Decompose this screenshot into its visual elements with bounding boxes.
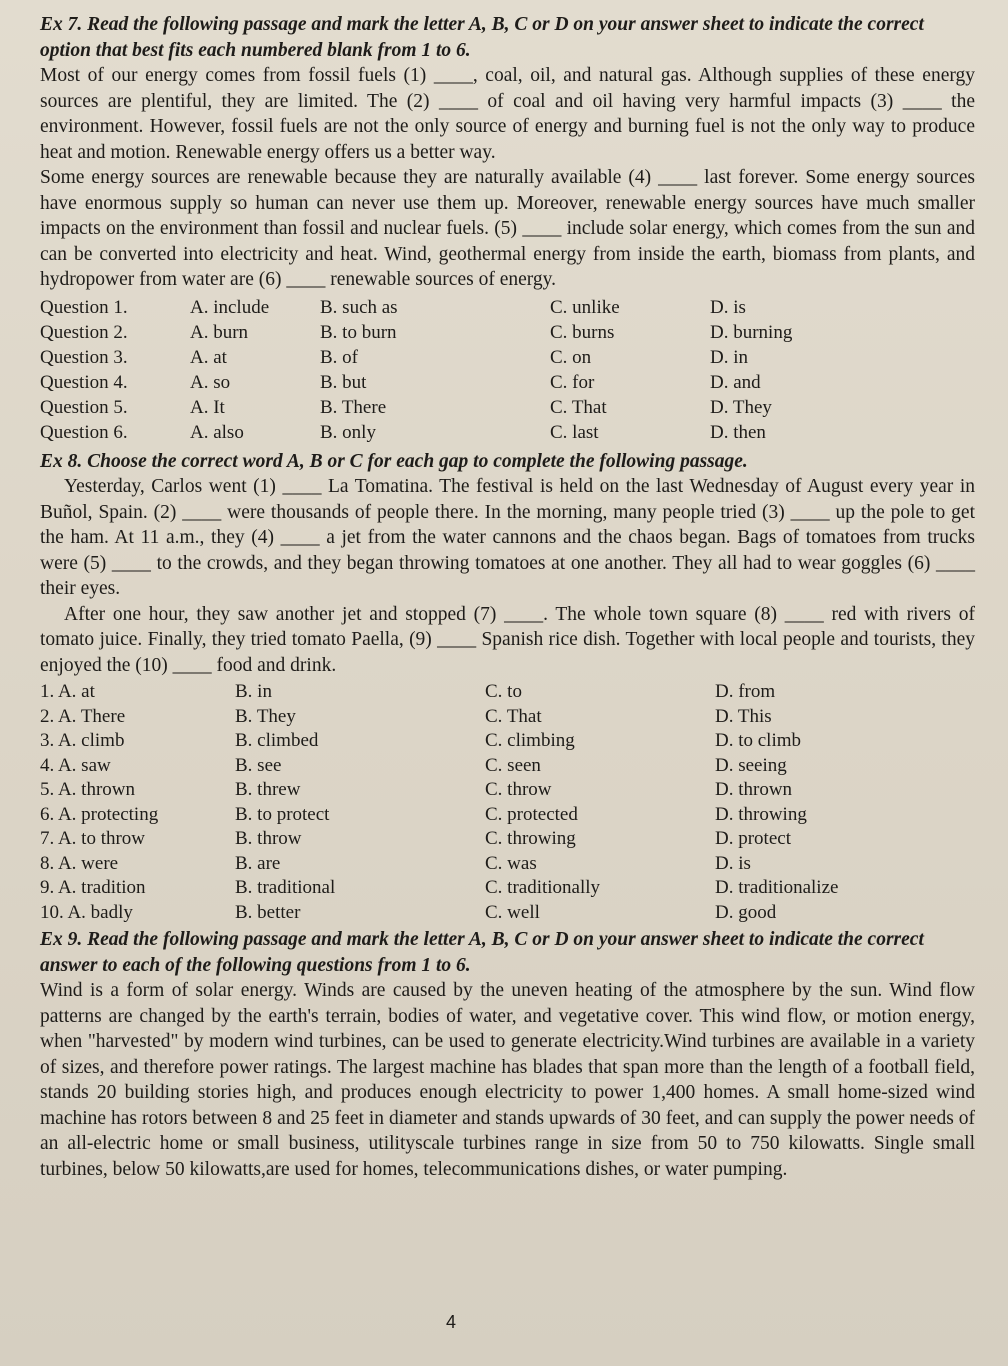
option-d: D. good	[715, 901, 777, 923]
option-b: B. only	[320, 421, 376, 443]
option-b: B. are	[235, 852, 281, 874]
option-a: 7. A. to throw	[40, 828, 146, 849]
option-c: C. throw	[485, 779, 552, 800]
option-c: C. That	[550, 396, 607, 418]
option-a: 6. A. protecting	[40, 803, 159, 825]
option-c: C. throwing	[485, 828, 576, 849]
option-a: 1. A. at	[40, 681, 95, 702]
option-c: C. traditionally	[485, 877, 601, 898]
question-label: Question 5.	[40, 396, 128, 418]
option-b: B. There	[320, 396, 387, 418]
option-a: A. also	[190, 421, 244, 443]
question-label: Question 3.	[40, 346, 128, 368]
option-a: A. It	[190, 396, 225, 418]
option-a: A. so	[190, 371, 231, 393]
option-c: C. protected	[485, 803, 578, 825]
option-a: 8. A. were	[40, 852, 119, 874]
worksheet	[40, 12, 975, 1182]
option-d: D. seeing	[715, 754, 787, 776]
option-a: 4. A. saw	[40, 754, 111, 776]
option-c: C. for	[550, 371, 595, 393]
ex8-options	[40, 680, 975, 925]
option-c: C. last	[550, 421, 599, 443]
option-d: D. protect	[715, 828, 791, 849]
question-label: Question 2.	[40, 321, 128, 343]
option-d: D. to climb	[715, 730, 802, 751]
ex9-paragraph: Wind is a form of solar energy. Winds are caused by the uneven heating of the atmosphere by the sun. Wind flow patterns are changed by the earth's terrain, bodies of water, and vegetative cover. This wind flow, or motion energy, when "harvested" by modern wind turbines, can be used to generate electricity.Wind turbines are available in a variety of sizes, and therefore power ratings. The largest machine has blades that span more than the length of a football field, stands 20 building stories high, and produces enough electricity to power 1,400 homes. A small home-sized wind machine has rotors between 8 and 25 feet in diameter and stands upwards of 30 feet, and can supply the power needs of an all-electric home or small business, utilityscale turbines range in size from 50 to 750 kilowatts. Single small turbines, below 50 kilowatts,are used for homes, telecommunications dishes, or water pumping.	[40, 980, 975, 1180]
option-b: B. see	[235, 754, 282, 776]
ex8-paragraph-1: Yesterday, Carlos went (1) ____ La Tomatina. The festival is held on the last Wednesday of August every year in Buñol, Spain. (2) ____ were thousands of people there. In the morning, many people tried (3) ____ up the pole to get the ham. At 11 a.m., they (4) ____ a jet from the water cannons and the chaos began. Bags of tomatoes from trucks were (5) ____ to the crowds, and they began throwing tomatoes at one another. They all had to wear goggles (6) ____ their eyes.	[40, 476, 975, 599]
option-d: D. This	[715, 705, 772, 727]
option-a: 9. A. tradition	[40, 877, 146, 898]
option-b: B. such as	[320, 296, 398, 318]
page-number: 4	[446, 1312, 457, 1332]
option-d: D. They	[710, 396, 772, 418]
option-b: B. better	[235, 901, 301, 923]
option-d: D. from	[715, 681, 776, 702]
ex8-paragraph-2: After one hour, they saw another jet and stopped (7) ____. The whole town square (8) ____ red with rivers of tomato juice. Finally, they tried tomato Paella, (9) ____ Spanish rice dish. Together with local people and tourists, they enjoyed the (10) ____ food and drink.	[40, 603, 975, 676]
option-b: B. threw	[235, 779, 301, 800]
option-b: B. They	[235, 705, 296, 727]
option-b: B. traditional	[235, 877, 336, 898]
ex7-paragraph-1: Most of our energy comes from fossil fuels (1) ____, coal, oil, and natural gas. Although supplies of these energy sources are plentiful, they are limited. The (2) ____ of coal and oil having very harmful impacts (3) ____ the environment. However, fossil fuels are not the only source of energy and burning fuel is not the only way to produce heat and motion. Renewable energy offers us a better way.	[40, 65, 975, 163]
option-a: 3. A. climb	[40, 730, 125, 751]
ex9-title: Ex 9. Read the following passage and mark the letter A, B, C or D on your answer sheet to indicate the correct answer to each of the following questions from 1 to 6.	[40, 929, 924, 976]
option-d: D. thrown	[715, 779, 793, 800]
option-c: C. That	[485, 705, 542, 727]
ex8-title: Ex 8. Choose the correct word A, B or C for each gap to complete the following passage.	[40, 450, 748, 472]
option-c: C. seen	[485, 754, 541, 776]
option-a: A. include	[190, 296, 270, 318]
option-b: B. throw	[235, 828, 302, 849]
option-b: B. to burn	[320, 321, 397, 343]
option-c: C. to	[485, 681, 522, 702]
option-c: C. was	[485, 852, 537, 874]
option-d: D. is	[710, 296, 746, 318]
option-c: C. burns	[550, 321, 615, 343]
option-c: C. on	[550, 346, 592, 368]
option-d: D. burning	[710, 321, 793, 343]
option-b: B. but	[320, 371, 367, 393]
ex7-paragraph-2: Some energy sources are renewable because they are naturally available (4) ____ last forever. Some energy sources have enormous supply so human can never use them up. Moreover, renewable energy sources have much smaller impacts on the environment than fossil and nuclear fuels. (5) ____ include solar energy, which comes from the sun and can be converted into electricity and heat. Wind, geothermal energy from inside the earth, biomass from plants, and hydropower from water are (6) ____ renewable sources of energy.	[40, 167, 975, 290]
option-c: C. unlike	[550, 296, 620, 318]
option-c: C. climbing	[485, 730, 575, 751]
option-a: A. burn	[190, 321, 249, 343]
ex7-title: Ex 7. Read the following passage and mark the letter A, B, C or D on your answer sheet to indicate the correct option that best fits each numbered blank from 1 to 6.	[40, 14, 924, 61]
option-d: D. then	[710, 421, 766, 443]
option-a: A. at	[190, 346, 227, 368]
option-a: 10. A. badly	[40, 901, 133, 923]
option-d: D. traditionalize	[715, 877, 839, 898]
option-a: 2. A. There	[40, 705, 126, 727]
option-d: D. and	[710, 371, 761, 393]
option-d: D. throwing	[715, 803, 807, 825]
option-c: C. well	[485, 901, 540, 923]
option-a: 5. A. thrown	[40, 779, 135, 800]
question-label: Question 1.	[40, 296, 128, 318]
option-b: B. climbed	[235, 730, 319, 751]
question-label: Question 6.	[40, 421, 128, 443]
ex7-questions	[40, 295, 975, 445]
option-b: B. in	[235, 681, 272, 702]
question-label: Question 4.	[40, 371, 128, 393]
option-b: B. of	[320, 346, 358, 368]
option-b: B. to protect	[235, 803, 330, 825]
option-d: D. in	[710, 346, 748, 368]
option-d: D. is	[715, 852, 751, 874]
